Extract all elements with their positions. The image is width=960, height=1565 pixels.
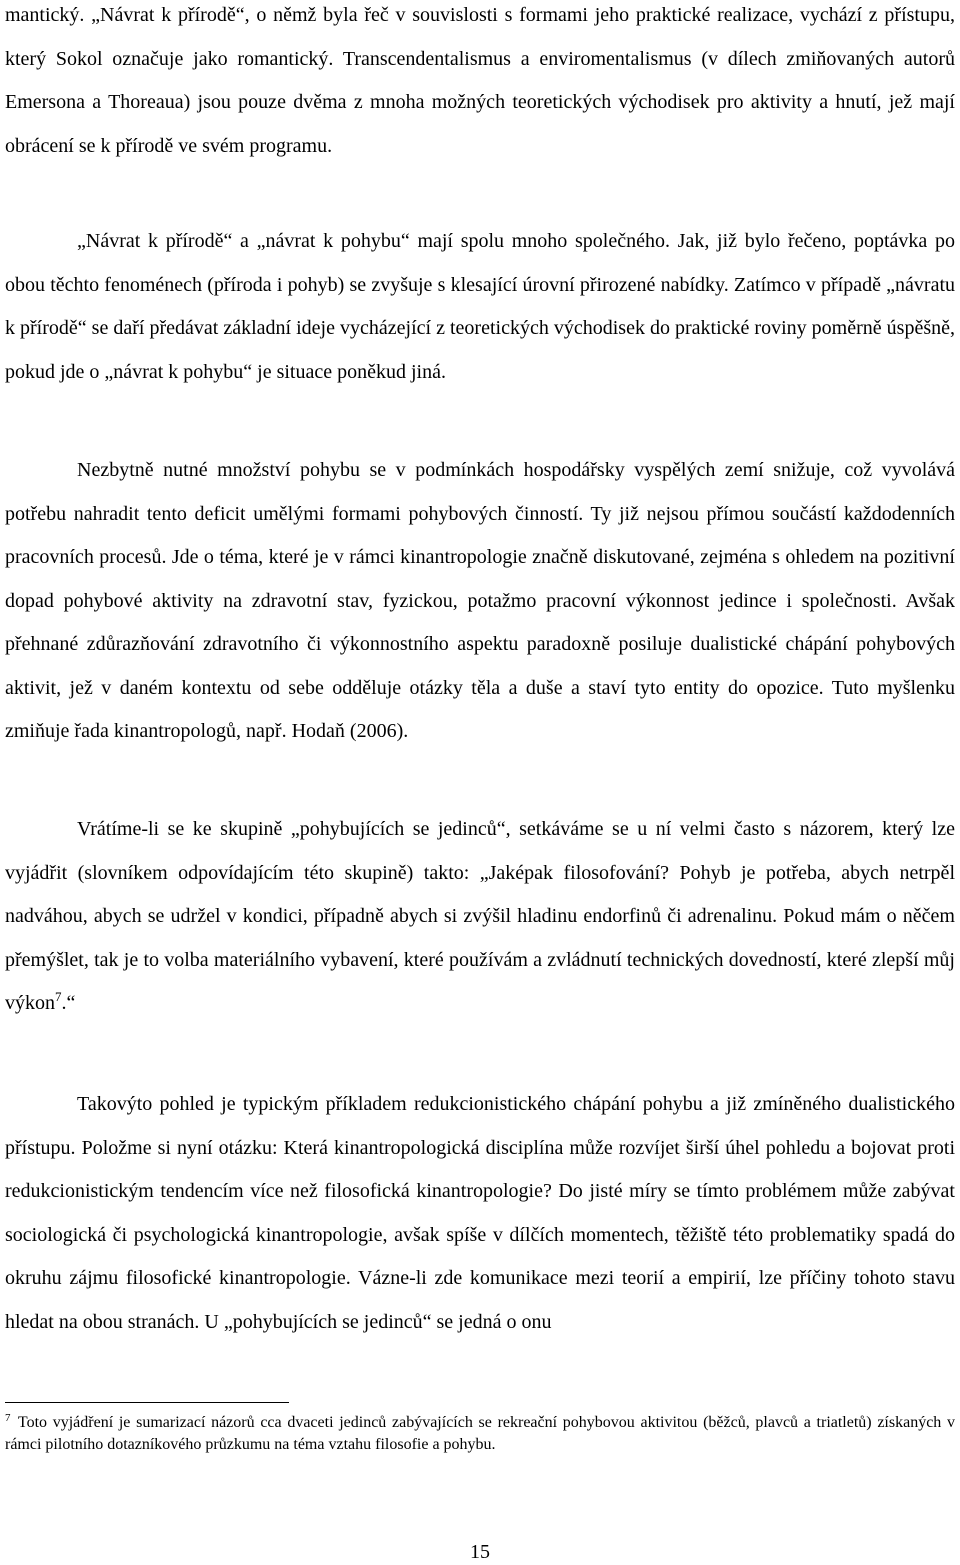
paragraph-4-end: .“ xyxy=(61,992,76,1014)
paragraph-2: „Návrat k přírodě“ a „návrat k pohybu“ mají spolu mnoho společného. Jak, již bylo řečeno, poptávka po obou těchto fenoménech (příroda i pohyb) se zvyšuje s klesající úrovní přirozené nabídky. Zatímco v případě „návratu k přírodě“ se daří předávat základní ideje vycházející z teoretických východisek do praktické roviny poměrně úspěšně, pokud jde o „návrat k pohybu“ je situace poněkud jiná. xyxy=(5,230,955,383)
body-text-block xyxy=(5,808,955,1026)
page-number: 15 xyxy=(470,1541,490,1563)
footnote-separator xyxy=(5,1402,289,1403)
body-text-block xyxy=(5,220,955,394)
body-text-block xyxy=(5,449,955,754)
footnote-number: 7 xyxy=(5,1412,11,1424)
paragraph-4-text: Vrátíme-li se ke skupině „pohybujících se jedinců“, setkáváme se u ní velmi často s názorem, který lze vyjádřit (slovníkem odpovídajícím této skupině) takto: „Jaképak filosofování? Pohyb je potřeba, abych netrpěl nadváhou, abych se udržel v kondici, případně abych si zvýšil hladinu endorfinů či adrenalinu. Pokud mám o něčem přemýšlet, tak je to volba materiálního vybavení, které používám a zvládnutí technických dovedností, které zlepší můj výkon xyxy=(5,818,955,1014)
paragraph-3: Nezbytně nutné množství pohybu se v podmínkách hospodářsky vyspělých zemí snižuje, což vyvolává potřebu nahradit tento deficit umělými formami pohybových činností. Ty již nejsou přímou součástí každodenních pracovních procesů. Jde o téma, které je v rámci kinantropologie značně diskutované, zejména s ohledem na pozitivní dopad pohybové aktivity na zdravotní stav, fyzickou, potažmo pracovní výkonnost jedince i společnosti. Avšak přehnané zdůrazňování zdravotního či výkonnostního aspektu paradoxně posiluje dualistické chápání pohybových aktivit, jež v daném kontextu od sebe odděluje otázky těla a duše a staví tyto entity do opozice. Tuto myšlenku zmiňuje řada kinantropologů, např. Hodaň (2006). xyxy=(5,459,955,742)
footnote-reference: 7 xyxy=(55,989,62,1004)
footnote xyxy=(5,1412,955,1456)
footnote-text: Toto vyjádření je sumarizací názorů cca dvaceti jedinců zabývajících se rekreační pohybovou aktivitou (běžců, plavců a triatletů) získaných v rámci pilotního dotazníkového průzkumu na téma vztahu filosofie a pohybu. xyxy=(5,1414,956,1453)
body-text-block xyxy=(5,1083,955,1344)
paragraph-1: mantický. „Návrat k přírodě“, o němž byla řeč v souvislosti s formami jeho praktické realizace, vychází z přístupu, který Sokol označuje jako romantický. Transcendentalismus a enviromentalismus (v dílech zmiňovaných autorů Emersona a Thoreaua) jsou pouze dvěma z mnoha možných teoretických východisek pro aktivity a hnutí, jež mají obrácení se k přírodě ve svém programu. xyxy=(5,4,955,157)
body-text-block xyxy=(5,0,955,168)
paragraph-4 xyxy=(5,808,955,1026)
paragraph-5: Takovýto pohled je typickým příkladem redukcionistického chápání pohybu a již zmíněného dualistického přístupu. Položme si nyní otázku: Která kinantropologická disciplína může rozvíjet širší úhel pohledu a bojovat proti redukcionistickým tendencím více než filosofická kinantropologie? Do jisté míry se tímto problémem může zabývat sociologická či psychologická kinantropologie, avšak spíše v dílčích momentech, těžiště této problematiky spadá do okruhu zájmu filosofické kinantropologie. Vázne-li zde komunikace mezi teorií a empirií, lze příčiny tohoto stavu hledat na obou stranách. U „pohybujících se jedinců“ se jedná o onu xyxy=(5,1093,955,1333)
